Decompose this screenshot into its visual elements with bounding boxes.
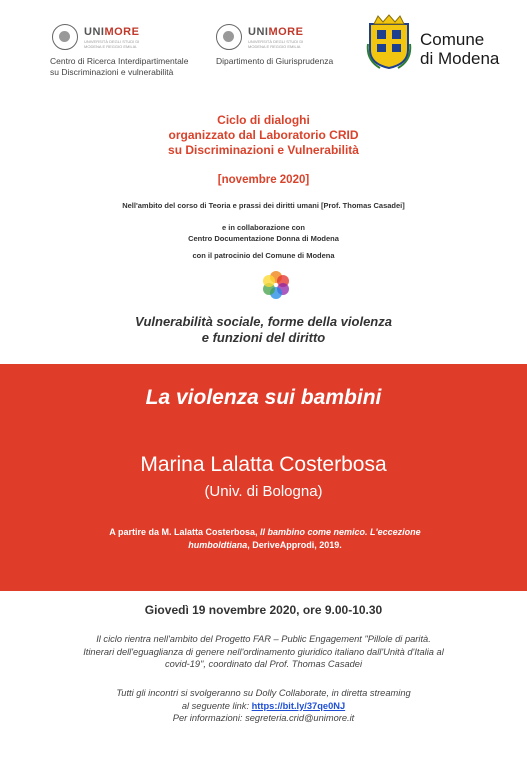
series-title: Ciclo di dialoghi organizzato dal Laboratorio CRID su Discriminazioni e Vulnerabilità bbox=[168, 113, 359, 157]
date-tag: [novembre 2020] bbox=[217, 174, 310, 186]
course-context: Nell'ambito del corso di Teoria e prassi dei diritti umani [Prof. Thomas Casadei] bbox=[122, 201, 405, 210]
unimore-subtitle: UNIVERSITÀ DEGLI STUDI DI MODENA E REGGIO EMILIA bbox=[84, 39, 140, 49]
speaker-name: Marina Lalatta Costerbosa bbox=[140, 453, 387, 476]
book-reference: A partire da M. Lalatta Costerbosa, Il bambino come nemico. L'eccezione humboldtiana, DeriveApprodi, 2019. bbox=[109, 527, 421, 550]
streaming-info: Tutti gli incontri si svolgeranno su Dolly Collaborate, in diretta streaming al seguente link: https://bit.ly/37qe0NJ Per informazioni: segreteria.crid@unimore.it bbox=[30, 687, 497, 725]
speaker-affiliation: (Univ. di Bologna) bbox=[204, 483, 323, 500]
university-seal-icon bbox=[52, 24, 78, 50]
streaming-link[interactable]: https://bit.ly/37qe0NJ bbox=[251, 700, 346, 711]
rainbow-flower-logo-icon bbox=[261, 270, 291, 300]
header bbox=[0, 0, 527, 95]
unimore-wordmark: UNIMORE bbox=[84, 26, 140, 38]
collaboration-note: e in collaborazione con Centro Documentazione Donna di Modena bbox=[188, 223, 339, 243]
department-caption: Dipartimento di Giurisprudenza bbox=[216, 56, 334, 66]
patronage-note: con il patrocinio del Comune di Modena bbox=[192, 251, 335, 260]
talk-title: La violenza sui bambini bbox=[145, 386, 382, 409]
modena-coat-of-arms-icon bbox=[366, 14, 412, 70]
crid-caption: Centro di Ricerca Interdipartimentale su Discriminazioni e vulnerabilità bbox=[50, 56, 189, 77]
unimore-wordmark: UNIMORE bbox=[248, 26, 304, 38]
university-seal-icon bbox=[216, 24, 242, 50]
unimore-subtitle: UNIVERSITÀ DEGLI STUDI DI MODENA E REGGIO EMILIA bbox=[248, 39, 304, 49]
event-datetime: Giovedì 19 novembre 2020, ore 9.00-10.30 bbox=[144, 603, 383, 617]
cycle-title: Vulnerabilità sociale, forme della violenza e funzioni del diritto bbox=[135, 314, 392, 345]
contact-info: Per informazioni: segreteria.crid@unimore.it bbox=[172, 713, 355, 723]
project-note: Il ciclo rientra nell'ambito del Progetto FAR – Public Engagement "Pillole di parità. Itinerari dell'eguaglianza di genere nell'ordinamento giuridico italiano dall'Unità d'Italia al covid-19", coordinato dal Prof. Thomas Casadei bbox=[83, 634, 444, 669]
comune-di-modena-wordmark: Comune di Modena bbox=[420, 30, 500, 68]
